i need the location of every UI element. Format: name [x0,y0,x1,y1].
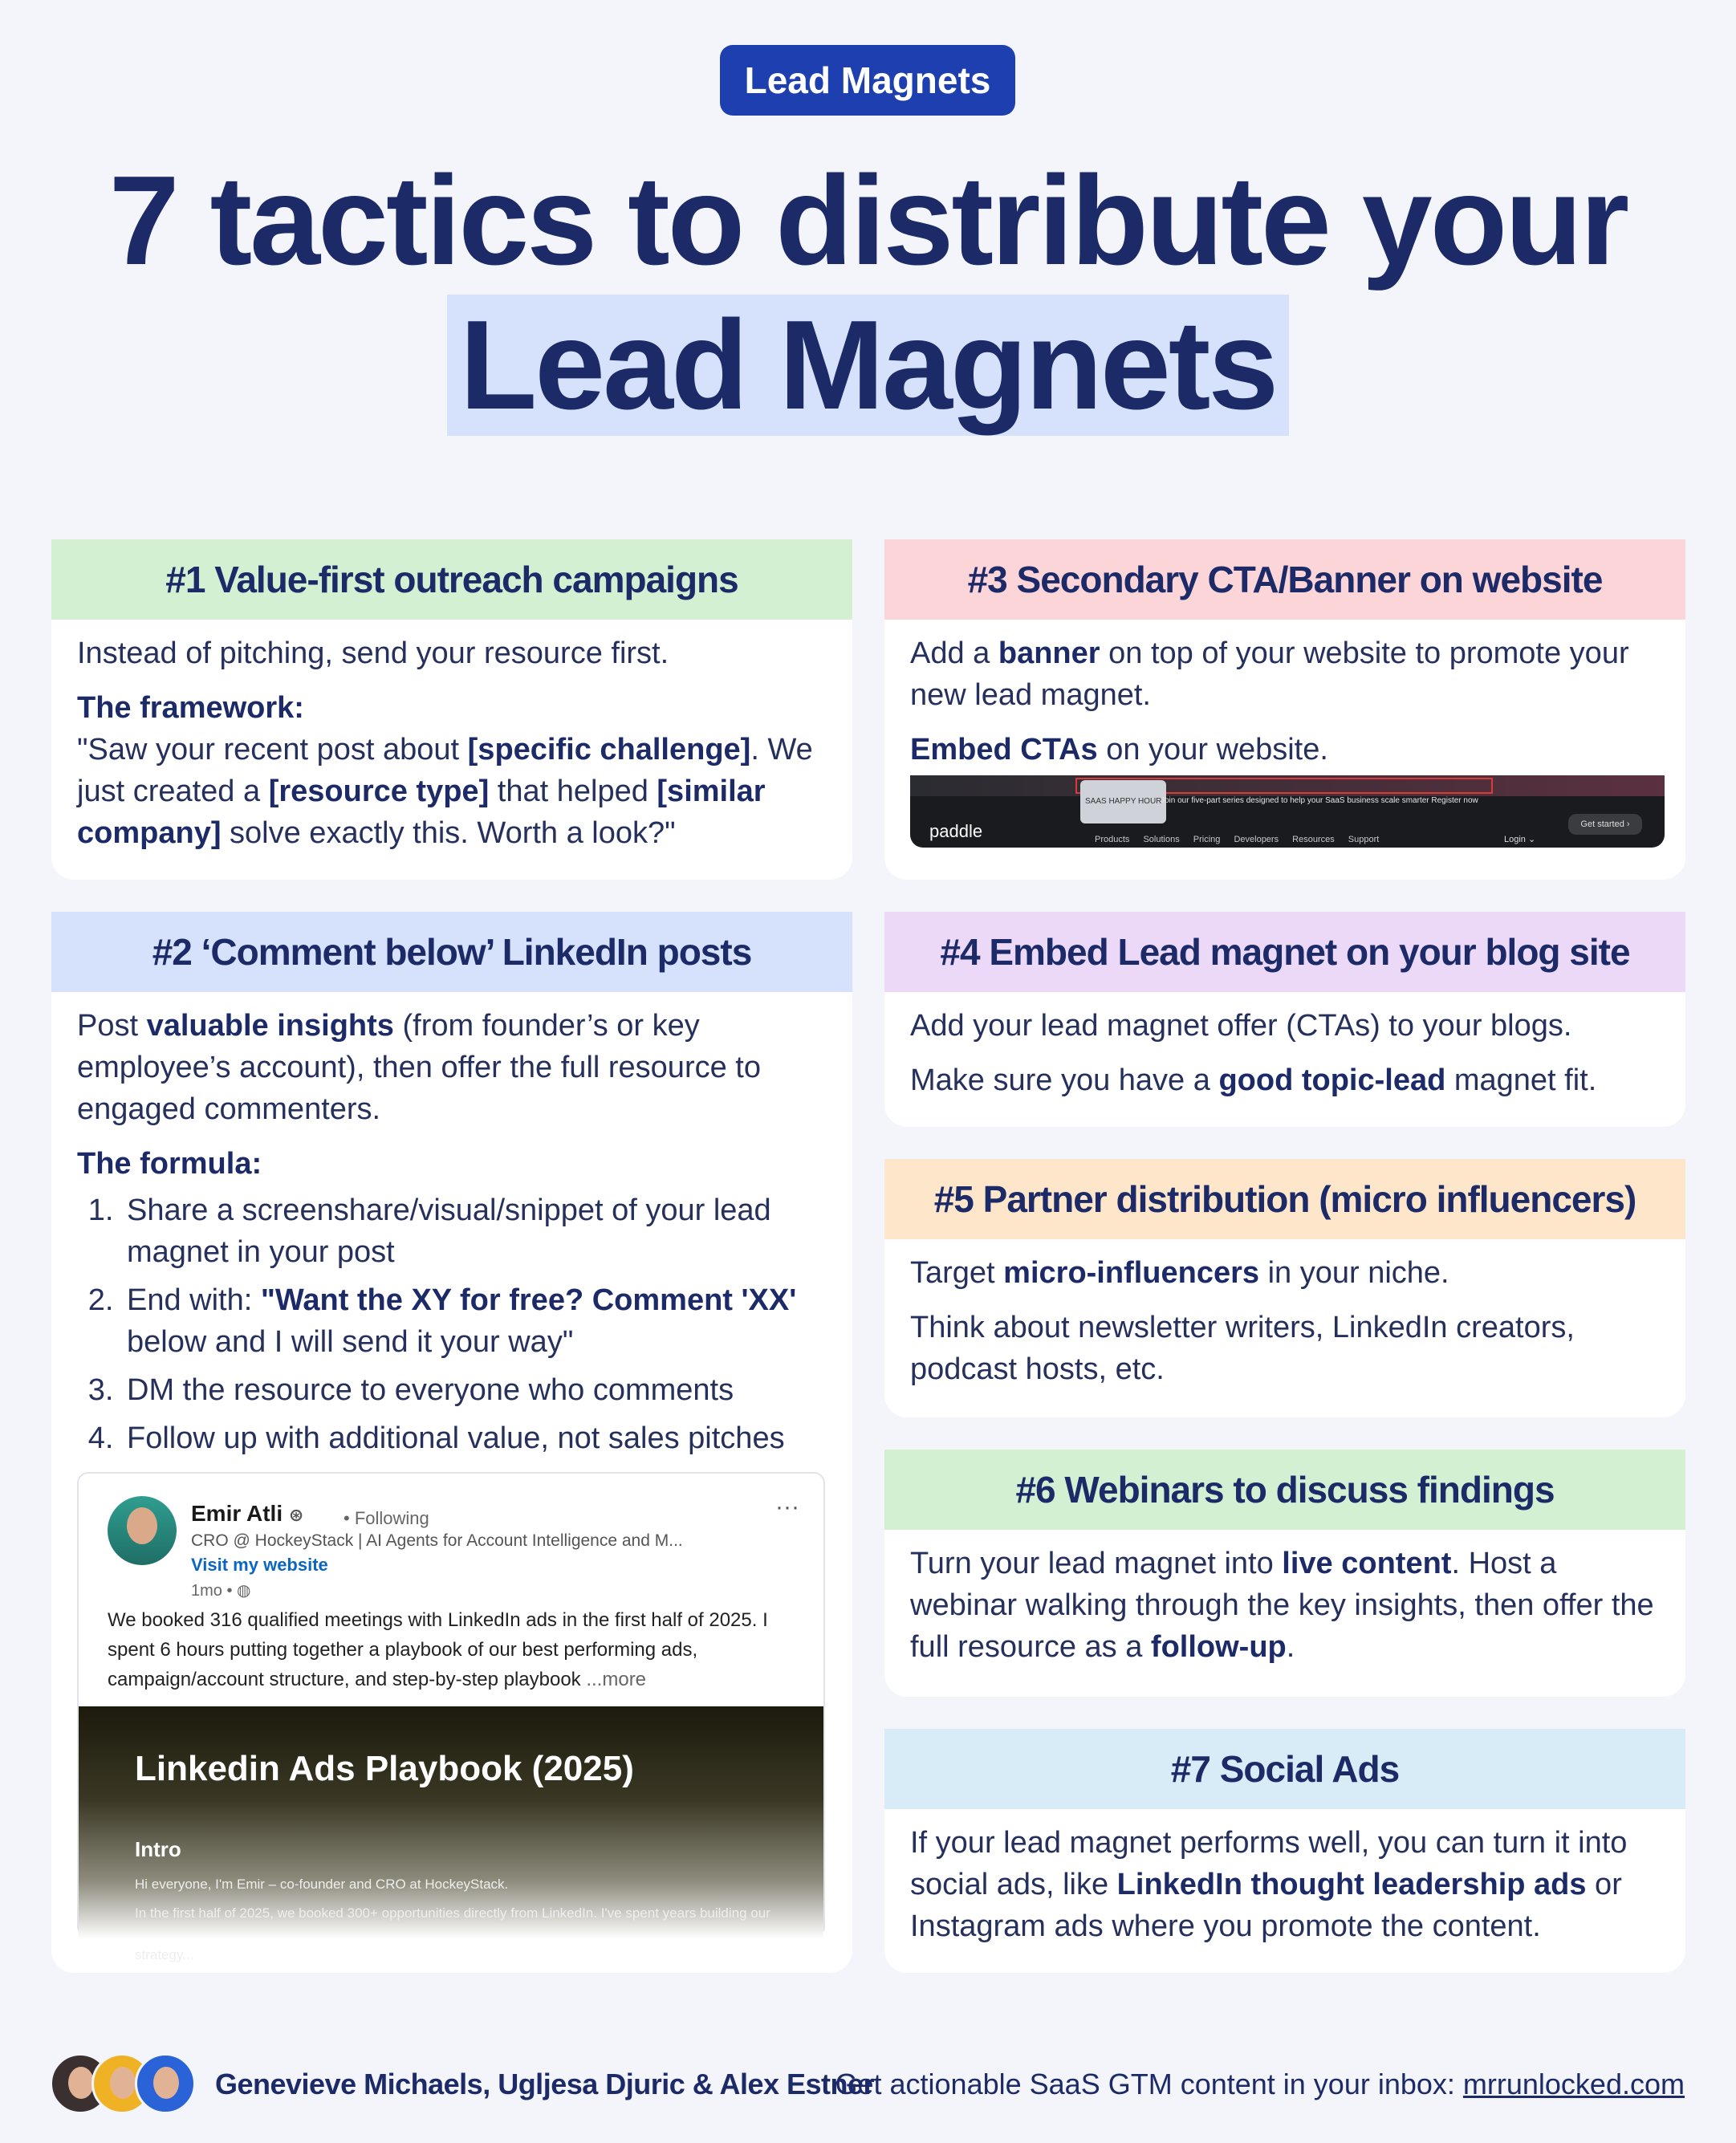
post-image [79,1706,823,1962]
card-secondary-cta-banner [884,539,1685,880]
post-image-line: Hi everyone, I'm Emir – co-founder and CRO at HockeyStack. [135,1877,509,1892]
card-text: If your lead magnet performs well, you can turn it into social ads, like LinkedIn thought leadership ads or Instagram ads where you promote the content. [910,1826,1628,1943]
list-item: 2. End with: "Want the XY for free? Comment 'XX' below and I will send it your way" [122,1279,827,1363]
get-started-button: Get started › [1568,814,1642,835]
card-partner-distribution [884,1159,1685,1417]
card-comment-below-posts [51,912,852,1973]
card-text: Make sure you have a good topic-lead magnet fit. [910,1063,1597,1097]
card-webinars [884,1450,1685,1697]
site-nav: Products Solutions Pricing Developers Resources Support [1095,835,1380,844]
card-text: Instead of pitching, send your resource first. [77,636,669,670]
post-image-line: In the first half of 2025, we booked 300+ opportunities directly from LinkedIn. I've spent years building our strategy... [135,1905,770,1962]
card-social-ads [884,1729,1685,1973]
card-title: #2 ‘Comment below’ LinkedIn posts [51,912,852,992]
avatar [135,2053,196,2114]
post-headline: CRO @ HockeyStack | AI Agents for Account Intelligence and M... [191,1531,683,1550]
page-title-line2 [0,295,1736,436]
post-text: We booked 316 qualified meetings with LinkedIn ads in the first half of 2025. I spent 6 hours putting together a playbook of our best performing ads, campaign/account structure, and step-by-step playbook ...more [108,1609,768,1690]
post-author: Emir Atli ⊛ [191,1501,304,1526]
page-title-line1: 7 tactics to distribute your [108,150,1628,291]
card-text: Add a banner on top of your website to promote your new lead magnet. [910,636,1629,712]
card-text: Embed CTAs on your website. [910,733,1328,767]
category-tag: Lead Magnets [720,45,1015,116]
card-title: #1 Value-first outreach campaigns [51,539,852,620]
card-text: Target micro-influencers in your niche. [910,1256,1449,1290]
card-text: Post valuable insights (from founder’s or key employee’s account), then offer the full resource to engaged commenters. [77,1009,761,1126]
formula-label: The formula: [77,1147,262,1181]
card-embed-blog [884,912,1685,1127]
avatar [108,1496,177,1565]
card-title: #6 Webinars to discuss findings [884,1450,1685,1530]
card-title: #4 Embed Lead magnet on your blog site [884,912,1685,992]
card-title: #7 Social Ads [884,1729,1685,1809]
framework-label: The framework: [77,691,304,725]
list-item: 1. Share a screenshare/visual/snippet of your lead magnet in your post [122,1189,827,1273]
following-label: • Following [344,1508,429,1528]
globe-icon: ◍ [237,1582,251,1600]
author-avatars [50,2053,199,2114]
visit-website-link: Visit my website [191,1555,328,1575]
website-banner-screenshot: SAAS HAPPY HOUR Join our five-part series designed to help your SaaS business scale smarter Register now paddle Products Solutions Pricing Developers Resources Support Login ⌄ Get started › [910,775,1665,848]
newsletter-link[interactable]: mrrunlocked.com [1462,2068,1685,2100]
card-value-first-outreach [51,539,852,880]
card-text: Add your lead magnet offer (CTAs) to your blogs. [910,1009,1572,1043]
list-item: 3. DM the resource to everyone who comments [122,1369,827,1411]
list-item: 4. Follow up with additional value, not sales pitches [122,1417,827,1459]
more-dots-icon: ··· [775,1494,799,1520]
linkedin-post-screenshot [77,1472,825,1962]
paddle-logo: paddle [929,821,983,841]
login-link: Login ⌄ [1504,835,1536,844]
verified-badge-icon: ⊛ [288,1505,304,1525]
post-image-title: Linkedin Ads Playbook (2025) [135,1749,634,1788]
formula-list [122,1189,827,1459]
card-title: #3 Secondary CTA/Banner on website [884,539,1685,620]
highlighted-title: Lead Magnets [447,295,1290,436]
card-text: Think about newsletter writers, LinkedIn creators, podcast hosts, etc. [910,1311,1575,1386]
authors: Genevieve Michaels, Ugljesa Djuric & Alex Estner [215,2068,875,2100]
post-time: 1mo • ◍ [191,1582,251,1600]
card-title: #5 Partner distribution (micro influencers) [884,1159,1685,1239]
post-image-intro: Intro [135,1837,181,1861]
newsletter-cta: Get actionable SaaS GTM content in your inbox: mrrunlocked.com [835,2068,1685,2100]
framework-quote: "Saw your recent post about [specific challenge]. We just created a [resource type] that helped [similar company] solve exactly this. Worth a look?" [77,733,813,850]
card-text: Turn your lead magnet into live content. Host a webinar walking through the key insights, then offer the full resource as a follow-up. [910,1547,1654,1664]
